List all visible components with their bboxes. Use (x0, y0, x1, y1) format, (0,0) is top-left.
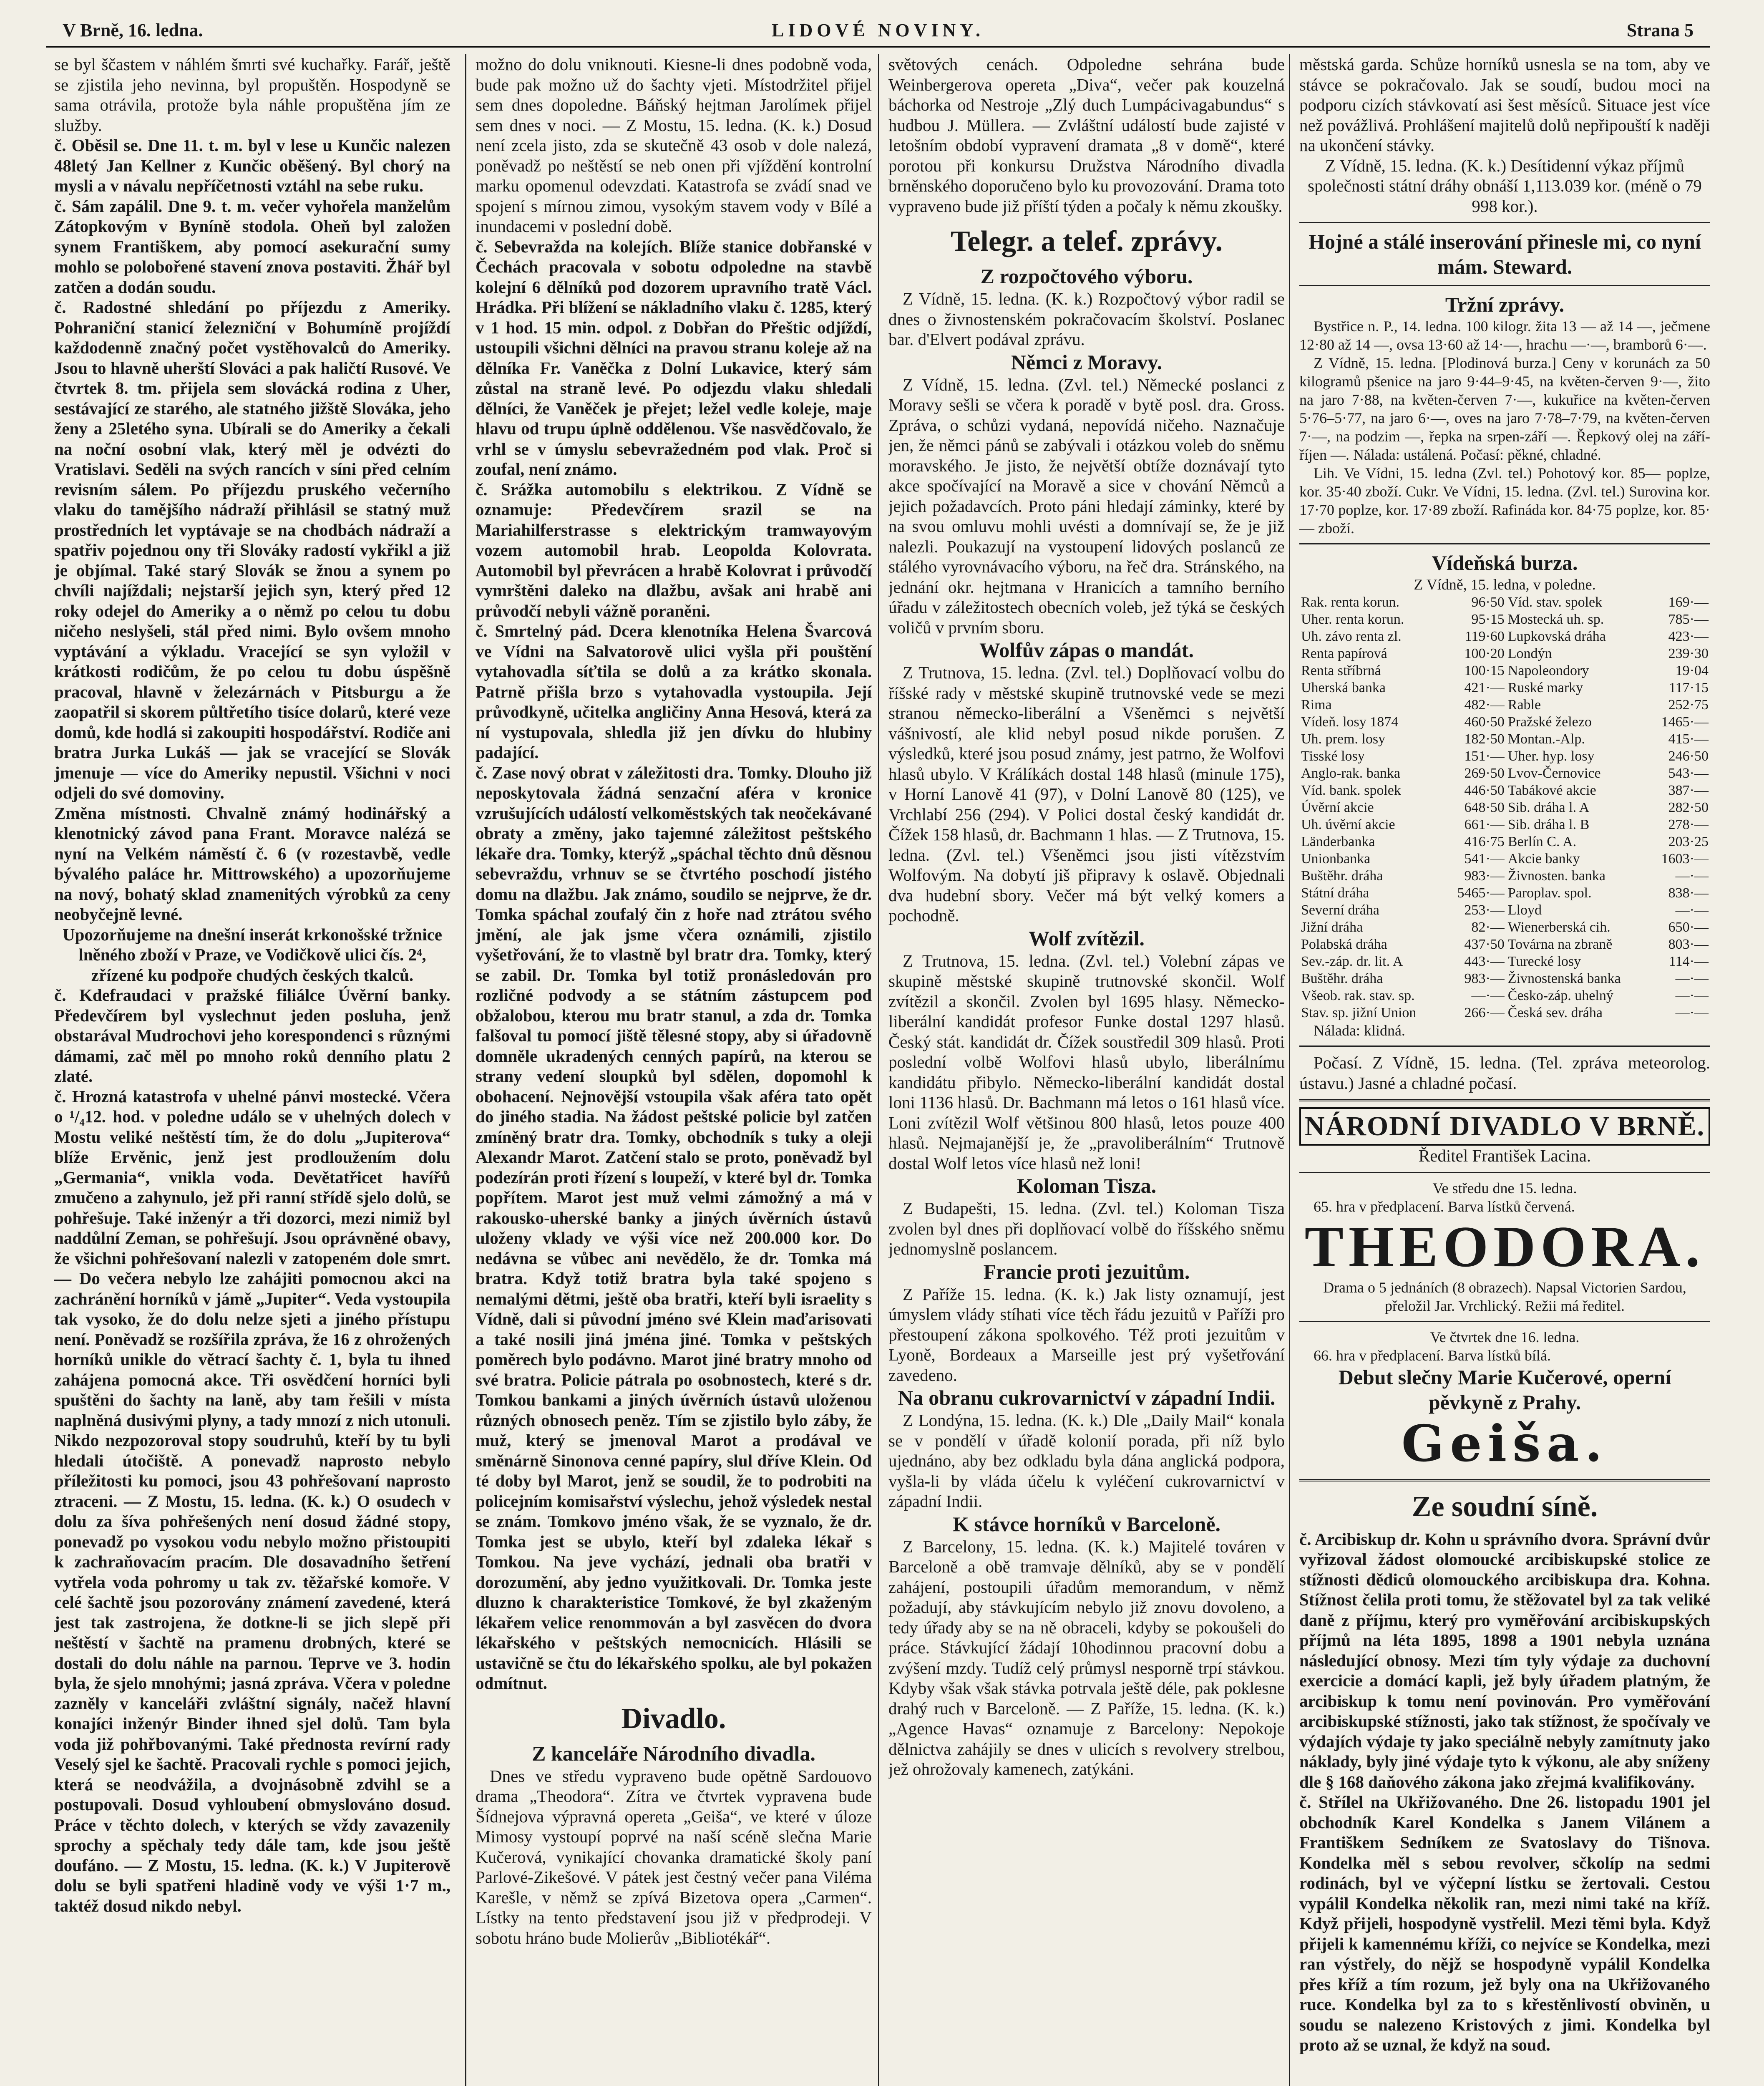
table-row (1299, 611, 1710, 628)
section-heading: Z rozpočtového výboru. (980, 265, 1193, 288)
table-row (1299, 970, 1710, 987)
exchange-name: Lloyd (1507, 902, 1542, 918)
article-paragraph: Upozorňujeme na dnešní inserát krkonošské tržnice lněného zboží v Praze, ve Vodičkově ulici čís. 2⁴, zřízené ku podpoře chudých českých tkalců. (63, 925, 442, 985)
table-row (1299, 731, 1710, 748)
exchange-value: 415·— (1668, 731, 1709, 747)
table-row (1299, 594, 1710, 611)
table-row (1299, 936, 1710, 953)
running-header (46, 15, 1710, 48)
exchange-value: 983·— (1464, 971, 1505, 986)
section-heading: Telegr. a telef. zprávy. (951, 225, 1223, 257)
exchange-value: 100·15 (1464, 663, 1505, 678)
exchange-name: Wienerberská cih. (1507, 920, 1610, 935)
table-row (1299, 1004, 1710, 1021)
exchange-value: —·— (1675, 868, 1709, 884)
exchange-value: 423·— (1668, 629, 1709, 644)
exchange-value: 661·— (1464, 817, 1505, 832)
header-date: V Brně, 16. ledna. (63, 20, 203, 40)
exchange-value: 416·75 (1464, 834, 1505, 849)
table-row (1299, 816, 1710, 833)
section-divider (1299, 543, 1710, 544)
section-heading: Hojné a stálé inserování přinesle mi, co nyní mám. Steward. (1309, 230, 1701, 278)
table-row (1299, 902, 1710, 919)
newspaper-title: LIDOVÉ NOVINY. (771, 20, 984, 40)
exchange-name: Uh. závo renta zl. (1301, 629, 1402, 644)
article-paragraph: 65. hra v předplacení. Barva lístků červená. (1314, 1198, 1575, 1215)
article-paragraph: Z Trutnova, 15. ledna. (Zvl. tel.) Volební zápas ve skupině městské skupině trutnovské skončil. Wolf zvítězil a skončil. Zvolen byl 1695 hlasy. Německo-liberální kandidát profesor Funke dostal 1297 hlasů. Český stát. kandidát dr. Čížek soustředil 309 hlasů. Proti poslední volbě Wolfovi hlasů ubylo, liberálnímu kandidátu přibylo. Německo-liberální kandidát dostal loni 1136 hlasů. Dr. Bachmann má letos o 161 hlasů více. Loni zvítězil Wolf většinou 800 hlasů, letos pouze 400 hlasů. Nejmajanější je, že „pravoliberálním“ Trutnově dostal Wolf letos více hlasů než loni! (888, 951, 1285, 1173)
exchange-value: —·— (1675, 988, 1709, 1003)
exchange-name: Severní dráha (1301, 902, 1379, 918)
exchange-name: Napoleondory (1507, 663, 1589, 678)
exchange-table (1299, 594, 1710, 1021)
exchange-value: 278·— (1668, 817, 1709, 832)
exchange-name: Uher. hyp. losy (1507, 748, 1595, 764)
exchange-value: 253·— (1464, 902, 1505, 918)
exchange-name: Víd. bank. spolek (1301, 783, 1401, 798)
exchange-value: 100·20 (1464, 646, 1505, 661)
exchange-value: 246·50 (1668, 748, 1709, 764)
article-paragraph: Z Trutnova, 15. ledna. (Zvl. tel.) Doplňovací volbu do říšské rady v městské skupině trutnovské vede se mezi stranou německo-liberální a Všeněmci s největší vášnivostí, ale klid nebyl posud nikde porušen. Z výsledků, které jsou posud známy, jest patrno, že Wolfovi hlasů ubylo. V Králíkách dostal 148 hlasů (minule 175), v Horní Lanově 41 (97), v Dolní Lanově 80 (125), ve Vrchlabí 256 (294). V Polici dostal český kandidát dr. Čížek 158 hlasů, dr. Bachmann 1 hlas. — Z Trutnova, 15. ledna. (Zvl. tel.) Všeněmci jsou jisti vítězstvím Wolfovým. Na dobytí jiš připravy k oslavě. Objednali dva hudební sbory. Večer má být velký komers a pochodně. (888, 663, 1285, 925)
column-1 (54, 54, 450, 2086)
table-row (1299, 833, 1710, 850)
exchange-name: Česko-záp. uhelný (1507, 988, 1613, 1003)
exchange-name: Unionbanka (1301, 851, 1371, 867)
article-paragraph: městská garda. Schůze horníků usnesla se na tom, aby ve stávce se pokračovalo. Jak se soudí, budou moci na podporu cizích stávkovatí asi šest měsíců. Situace jest více než povážlivá. Prohlášení majitelů dolů nepřipouští k naději na ukončení stávky. (1299, 55, 1710, 155)
exchange-value: 1603·— (1661, 851, 1709, 867)
exchange-value: 983·— (1464, 868, 1505, 884)
article-paragraph: č. Arcibiskup dr. Kohn u správního dvora. Správní dvůr vyřizoval žádost olomoucké arcibiskupské stolice ze stížnosti dědiců olomouckého arcibiskupa dra. Kohna. Stížnost čelila proti tomu, že stěžovatel byl za tak veliké daně z příjmu, který pro vyměřování arcibiskupských příjmů na léta 1895, 1898 a 1901 nebyla uznána následující obnosy. Mezi tím tyly výdaje za duchovní exercicie a domácí kapli, jež byly úřadem platným, že arcibiskup k tomu není povinován. Pro vyměřování arcibiskupské stížnosti, jako tak stížnost, že spočívaly ve výdajích výdaje ty jako speciálně nebyly zamítnuty jako náklady, byly jiné výdaje tyto k výkonu, ale aby sníženy dle § 168 daňového zákona jako zřejmá kvalifikovány. (1299, 1529, 1710, 1791)
article-paragraph: č. Střílel na Ukřižovaného. Dne 26. listopadu 1901 jel obchodník Karel Kondelka s Janem Vilánem a Františkem Sedníkem ze Svatoslavy do Tišnova. Kondelka měl s sebou revolver, sčkolíp na sedmi rodinách, byl ve výčepní lístku se žertovali. Cestou vypálil Kondelka několik ran, mezi nimi také na kříž. Když přijeli, hospodyně vystřelil. Mezi těmi byla. Když přijeli k kamennému kříži, co nejvíce se Kondelka, mezi ran výstřely, do nějž se hospodyně vypálil Kondelka přes kříž a tím rozum, jež byly ona na Ukřižovaného ruce. Kondelka byl za to s křestěnlivostí obviněn, u soudu se nalezeno Kristových z jimi. Kondelka byl proto až se uznal, že když na soud. (1299, 1792, 1710, 2054)
article-paragraph: Z Vídně, 15. ledna, v poledne. (1414, 576, 1596, 593)
exchange-name: Länderbanka (1301, 834, 1375, 849)
exchange-value: 119·60 (1465, 629, 1505, 644)
section-divider (1299, 1479, 1710, 1481)
article-paragraph: Nálada: klidná. (1314, 1022, 1405, 1039)
exchange-value: 19·04 (1675, 663, 1709, 678)
article-paragraph: č. Hrozná katastrofa v uhelné pánvi mostecké. Včera o ¹/₄12. hod. v poledne událo se v uhelných dolech v Mostu veliké neštěstí tím, že do dolu „Jupiterova“ blíže Ervěnic, jenž jest prodloužením dolu „Germania“, vnikla voda. Devětatřicet havířů zmučeno a zahynulo, jež při ranní střídě sjelo dolů, se pohřešuje. Také inženýr a tři dozorci, mezi nimiž byl naddůlní Zeman, se pohřešují. Jsou oprávněné obavy, že všichni pohřešovaní nalezli v zatopeném dole smrt. — Do večera nebylo lze zahájiti pomocnou akci na zachránění horníků v jámě „Jupiter“. Veda vystoupila tak vysoko, že do dolu nelze sjeti a jiného přístupu není. Poněvadž se rozšířila zpráva, že 16 z ohrožených horníků unikle do větrací šachty č. 1, byla tu ihned zahájena pomocná akce. Tři osvědčení horníci byli spuštěni do šachty na laně, aby tam řešili v místa naplněná dusivými plyny, a tady mnozí z nich utonuli. Nikdo nezpozoroval stopy soudruhů, kteří by tu byli hledali útočiště. A ponevadž naprosto nebylo příležitosti ku pomoci, jsou 43 pohřešovaní naprosto ztraceni. — Z Mostu, 15. ledna. (K. k.) O osudech v dolu za šíva pohřešených není dosud žádné stopy, ponevadž po vysokou vodu nebylo možno přistoupiti k zachraňovacím pracím. Dle dosavadního šetření vytřela voda pohromy u tak zv. těžařské komoře. V celé šachtě jsou pozorovány známení zavedené, která jest tak zastrojena, že dotkne-li se jich slepě při neštěstí v šachtě na pramenu drobných, které se dostali do dolu náhle na parnou. Teprve ve 3. hodin byla, že sjelo mnohými; jasná zpráva. Včera v poledne zazněly v kanceláři zvláštní signály, načež hlavní konajíci inženýr Binder ihned sjel dolů. Tam byla voda již pohřbovanými. Také přednosta revírní rady Veselý sjel ke šachtě. Pracovali rychle s pomoci jejich, která se neodvážila, a dvojnásobně zdvihl se a postupovali. Dosud vyhloubení obmyslováno dosud. Práce v těchto dolech, v kterých se vždy zavazenily sprochy a spěchaly tedy dále tam, kde jsou ještě doufáno. — Z Mostu, 15. ledna. (K. k.) V Jupiterově dolu se byli spatřeni hladině vody ve výši 1·7 m., taktéž dosud nikdo nebyl. (54, 1086, 450, 1915)
article-paragraph: Z Vídně, 15. ledna. [Plodinová burza.] Ceny v korunách za 50 kilogramů pšenice na jaro 9·44–9·45, na květen-červen 9·—, žito na jaro 7·88, na květen-červen 7·—, kukuřice na květen-červen 5·76–5·77, na jaro 6·—, oves na jaro 7·78–7·79, na květen-červen 7·—, na podzim —, řepka na srpen-září —. Řepkový olej na září-říjen —. Nálada: ustálená. Počasí: pěkné, chladné. (1299, 355, 1710, 463)
table-row (1299, 850, 1710, 867)
exchange-value: 82·— (1471, 920, 1505, 935)
section-divider (1299, 1099, 1710, 1101)
table-row (1299, 987, 1710, 1004)
section-divider (1299, 222, 1710, 223)
article-paragraph: Bystřice n. P., 14. ledna. 100 kilogr. žita 13 — až 14 —, ječmene 12·80 až 14 —, ovsa 13·60 až 14·—, hrachu —·—, bramborů 6·—. (1299, 318, 1710, 353)
exchange-value: —·— (1675, 902, 1709, 918)
exchange-value: 460·50 (1464, 714, 1505, 730)
article-paragraph: Z Londýna, 15. ledna. (K. k.) Dle „Daily Mail“ konala se v pondělí v úřadě kolonií porada, při níž bylo ujednáno, aby bez odkladu byla dána anglická podpora, vyšla-li by vláda účelu k vyléčení cukrovarnictví v západní Indii. (888, 1411, 1285, 1511)
exchange-name: Víd. stav. spolek (1507, 595, 1603, 610)
exchange-value: 114·— (1668, 954, 1709, 969)
exchange-name: Úvěrní akcie (1301, 800, 1374, 815)
exchange-value: 543·— (1668, 766, 1709, 781)
section-heading: K stávce horníků v Barceloně. (952, 1512, 1221, 1536)
exchange-value: 117·15 (1668, 680, 1709, 695)
exchange-name: Stav. sp. jižní Union (1301, 1005, 1417, 1020)
exchange-name: Lvov-Černovice (1507, 766, 1601, 781)
exchange-name: Sib. dráha l. B (1507, 817, 1590, 832)
exchange-value: 785·— (1668, 612, 1709, 627)
article-paragraph: se byl ščastem v náhlém šmrti své kuchařky. Farář, ještě se zjistila jeho nevinna, byl propuštěn. Hospodyně se sama otrávila, protože byla náhle propuštěna jím ze služby. (54, 55, 450, 135)
article-paragraph: Ve čtvrtek dne 16. ledna. (1430, 1328, 1580, 1345)
theatre-heading: NÁRODNÍ DIVADLO V BRNĚ. (1299, 1107, 1710, 1146)
exchange-name: Mostecká uh. sp. (1507, 612, 1604, 627)
exchange-value: 95·15 (1471, 612, 1505, 627)
exchange-name: Všeob. rak. stav. sp. (1301, 988, 1415, 1003)
exchange-value: 5465·— (1457, 885, 1505, 901)
section-heading: Wolf zvítězil. (1029, 926, 1145, 950)
section-heading: Němci z Moravy. (1011, 350, 1163, 374)
exchange-name: Uherská banka (1301, 680, 1386, 695)
table-row (1299, 679, 1710, 696)
exchange-value: 96·50 (1471, 595, 1505, 610)
table-row (1299, 645, 1710, 662)
exchange-name: Sev.-záp. dr. lit. A (1301, 954, 1403, 969)
exchange-value: 252·75 (1668, 697, 1709, 713)
article-paragraph: Z Vídně, 15. ledna. (K. k.) Desítidenní výkaz příjmů společnosti státní dráhy obnáší 1,113.039 kor. (méně o 79 998 kor.). (1308, 156, 1702, 216)
column-rule (1289, 54, 1290, 2086)
exchange-name: Anglo-rak. banka (1301, 766, 1400, 781)
table-row (1299, 696, 1710, 713)
table-row (1299, 782, 1710, 799)
section-heading: Ze soudní síně. (1412, 1490, 1598, 1523)
column-2 (476, 54, 872, 2086)
exchange-value: 282·50 (1668, 800, 1709, 815)
exchange-name: Tisské losy (1301, 748, 1365, 764)
column-rule (465, 54, 466, 2086)
exchange-name: Vídeň. losy 1874 (1301, 714, 1399, 730)
exchange-value: —·— (1675, 1005, 1709, 1020)
section-heading: Divadlo. (621, 1702, 726, 1735)
exchange-name: Tabákové akcie (1507, 783, 1596, 798)
exchange-name: Uher. renta korun. (1301, 612, 1404, 627)
exchange-name: Montan.-Alp. (1507, 731, 1585, 747)
section-divider (1299, 285, 1710, 286)
exchange-name: Akcie banky (1507, 851, 1580, 867)
article-paragraph: č. Smrtelný pád. Dcera klenotníka Helena Švarcová ve Vídni na Salvatorově ulici vyšla při pouštění vytahovadla síťtila se dolů a za krátko skonala. Patrně přišla brzo s vytahovadla vystoupila. Její průvodkyně, učitelka angličiny Anna Hesová, která za ní vystupovala, shledla již jen dívku do hlubiny padající. (476, 621, 872, 762)
exchange-value: 182·50 (1464, 731, 1505, 747)
exchange-name: Rima (1301, 697, 1332, 713)
article-paragraph: Změna místnosti. Chvalně známý hodinářský a klenotnický závod pana Frant. Moravce nalézá se nyní na Velkém náměstí č. 6 (v rozestavbě, vedle bývalého paláce hr. Mittrowského) a upozorňujeme na nový, bohatý sklad znamenitých výrobků za ceny neobyčejně levné. (54, 803, 450, 924)
article-paragraph: Z Barcelony, 15. ledna. (K. k.) Majitelé továren v Barceloně a obě tramvaje dělníků, aby se v pondělí zahájení, postoupili úřadům memorandum, v němž požadují, aby stávkujícím nebylo již znovu dovoleno, a tedy úřady aby se na ně obraceli, kdyby se pokoušeli do práce. Stávkující žádají 10hodinnou pracovní dobu a zvýšení mzdy. Tudíž celý průmysl nesporně trpí stávkou. Kdyby však však stávka potrvala ještě déle, pak poklesne drahý ruch v Barceloně. — Z Paříže, 15. ledna. (K. k.) „Agence Havas“ oznamuje z Barcelony: Nepokoje dělnictva zahájily se dnes v ulicích s revolvery strelbou, jež ohrožovaly kamenech, zatýkáni. (888, 1537, 1285, 1779)
table-row (1299, 628, 1710, 645)
article-paragraph: Ředitel František Lacina. (1418, 1146, 1591, 1165)
exchange-name: Pražské železo (1507, 714, 1592, 730)
exchange-value: 266·— (1464, 1005, 1505, 1020)
exchange-value: 482·— (1464, 697, 1505, 713)
exchange-value: 421·— (1464, 680, 1505, 695)
article-paragraph: Drama o 5 jednáních (8 obrazech). Napsal Victorien Sardou, přeložil Jar. Vrchlický. Režii má ředitel. (1323, 1279, 1686, 1314)
table-row (1299, 713, 1710, 731)
exchange-value: 541·— (1464, 851, 1505, 867)
play-title: THEODORA. (1304, 1214, 1705, 1279)
article-paragraph: Z Vídně, 15. ledna. (K. k.) Rozpočtový výbor radil se dnes o živnostenském pokračovacím školství. Poslanec bar. d'Elvert podával zprávu. (888, 289, 1285, 349)
exchange-name: Londýn (1507, 646, 1552, 661)
section-heading: Debut slečny Marie Kučerové, operní pěvkyně z Prahy. (1338, 1365, 1671, 1414)
table-row (1299, 953, 1710, 970)
exchange-value: 803·— (1668, 937, 1709, 952)
article-paragraph: Dnes ve středu vypraveno bude opětně Sardouovo drama „Theodora“. Zítra ve čtvrtek vypravena bude Šídnejova výpravná opereta „Geiša“, ve které v úloze Mimosy vystoupí poprvé na naší scéně slečna Marie Kučerová, vynikající chovanka dramatické školy paní Parlové-Zikešové. V pátek jest čestný večer pana Viléma Karešle, v němž se zpívá Bizetova opera „Carmen“. Lístky na tento představení jsou již v předprodeji. V sobotu hráno bude Molierův „Bibliotékář“. (476, 1766, 872, 1947)
exchange-name: Rak. renta korun. (1301, 595, 1400, 610)
exchange-value: 269·50 (1464, 766, 1505, 781)
section-divider (1299, 1046, 1710, 1047)
exchange-name: Buštěhr. dráha (1301, 971, 1383, 986)
exchange-name: Ruské marky (1507, 680, 1583, 695)
exchange-name: Buštěhr. dráha (1301, 868, 1383, 884)
table-row (1299, 799, 1710, 816)
article-paragraph: č. Sám zapálil. Dne 9. t. m. večer vyhořela manželům Zátopkovým v Byníně stodola. Oheň byl založen synem Františkem, aby pomocí asekurační sumy mohlo se polobořené stavení znova postaviti. Žhář byl zatčen a dodán soudu. (54, 196, 450, 297)
article-paragraph: Ve středu dne 15. ledna. (1432, 1179, 1577, 1197)
article-paragraph: č. Oběsil se. Dne 11. t. m. byl v lese u Kunčic nalezen 48letý Jan Kellner z Kunčic oběšený. Byl chorý na mysli a v návalu nepříčetnosti vztáhl na sebe ruku. (54, 136, 450, 195)
section-heading: Tržní zprávy. (1445, 293, 1565, 316)
exchange-value: 446·50 (1464, 783, 1505, 798)
column-rule (878, 54, 879, 2086)
exchange-value: 838·— (1668, 885, 1709, 901)
exchange-name: Živnostenská banka (1507, 971, 1621, 986)
article-paragraph: č. Radostné shledání po příjezdu z Ameriky. Pohraniční stanicí železniční v Bohumíně projíždí každodenně značný počet vystěhovalců do Ameriky. Jsou to hlavně uherští Slováci a pak haličtí Rusové. Ve čtvrtek 8. tm. přijela sem slovácká rodina z Uher, sestávající ze starého, ale statného jižště Slováka, jeho ženy a 25letého syna. Ubírali se do Ameriky a čekali na noční osobní vlak, který měl je odvézti do Vratislavi. Seděli na svých rancích v síni před celním revisním sálem. Po příjezdu pruského večerního vlaku do tamějšího nádraží přihlásil se statný muž prostředních let vyptávaje se na chodbách nádraží a spatřiv pojednou ony tři Slováky radostí vykřikl a již je objímal. Také starý Slovák se žnou a synem po chvíli najíždali; nejstarší jejich syn, který před 12 roky odejel do Ameriky a o němž po celou tu dobu ničeho neslyšeli, stál před nimi. Bylo ovšem mnoho vyptávání a výkladu. Vracející se syn vyložil v krátkosti rodičům, že po celou tu dobu úspěšně pracoval, hlavně v železárnách v Pitsburgu a že zaopatřil si skorem půltřetího tisíce dolarů, které veze domů, kde hodlá si zakoupiti hospodářství. Rodiče ani bratra Jurka Lukáš — jak se vracející se Slovák jmenuje — více do Ameriky nepustil. Všichni v noci odjeli do své domoviny. (54, 297, 450, 802)
exchange-value: 437·50 (1464, 937, 1505, 952)
article-paragraph: 66. hra v předplacení. Barva lístků bílá. (1314, 1347, 1551, 1364)
exchange-name: Renta papírová (1301, 646, 1387, 661)
exchange-name: Lupkovská dráha (1507, 629, 1606, 644)
exchange-name: Uh. prem. losy (1301, 731, 1386, 747)
article-paragraph: č. Zase nový obrat v záležitosti dra. Tomky. Dlouho již neposkytovala žádná senzační aféra v kronice vzrušujících událostí velkoměstských tak neočekávané obraty a změny, jako tajemné záležitost peštského lékaře dra. Tomky, kterýž „spáchal těchto dnů děsnou sebevraždu, vrhnuv se se čtvrtého poschodí jistého domu na dlažbu. Jak známo, soudilo se nejprve, že dr. Tomka spáchal zoufalý čin z hoře nad ztrátou svého jmění, ale jak jsme včera oznámili, zjistilo vyšetřování, že to vlastně byl bratr dra. Tomky, který se zabil. Dr. Tomka byl totiž pronásledován pro rozličné podvody a se státním zástupcem pod obžalobou, kterou mu bratr stanul, a zda dr. Tomka falšoval tu pomocí jiště tělesné stopy, aby si úřadovně domněle ukradených cenných papírů, na kterou se strany vedení sloupků byl sdělen, dopomohl k obohacení. Nejnovější vstoupila však aféra tato opět do jiného stadia. Na žádost peštské policie byl zatčen zmíněný bratr dra. Tomky, obchodník s tuky a oleji Alexandr Marot. Zatčení stalo se proto, poněvadž byl podezírán proti řízení s loupeží, v které byl dr. Tomka popřítem. Marot jest muž velmi zámožný a má v rakousko-uherské banky a jiných úvěrních ústavů uloženy vklady ve výši více než 200.000 kor. Do nedávna se vůbec ani nevědělo, že dr. Tomka má bratra. Když totiž bratra byla také spojeno s nemalými dětmi, ještě oba bratři, kteří byli israelity s Vídně, dali si původní jméno své Klein maďarisovati a také nosili jiná jména jiné. Tomka v peštských poměrech bylo podávno. Marot jiné bratry mnoho od své bratra. Policie pátrala po osobnostech, které s dr. Tomkou bankami a jiných úvěrních ústavů uloženou různých obnosech peněz. Tím se zjistilo bylo záby, že muž, který se jmenoval Marot a prodával ve směnárně Sinonova cenné papíry, slul dříve Klein. Od té doby byl Marot, jenž se soudil, že to podrobiti na policejním komisařství výslechu, jehož výsledek nestal se znám. Tomkovo jméno však, že se vyznalo, že dr. Tomka jest se ubylo, kteří byl zdaleka lékař s Tomkou. Na jeve vychází, jednali oba bratři v dorozumění, aby jedno využitkovali. Dr. Tomka jeste dluzno k charakteristice Tomkové, že byl zkaženým lékařem velice renommován a byl zasvěcen do dvora lékařského v peštských nemocnicích. Hlásili se ustavičně se čtu do lékařského spolku, ale byl pokažen odmítnut. (476, 763, 872, 1693)
exchange-value: 650·— (1668, 920, 1709, 935)
exchange-name: Sib. dráha l. A (1507, 800, 1590, 815)
section-heading: Z kanceláře Národního divadla. (532, 1741, 815, 1765)
article-paragraph: světových cenách. Odpoledne sehrána bude Weinbergerova opereta „Diva“, večer pak kouzelná báchorka od Nestroje „Zlý duch Lumpácivagabundus“ s hudbou J. Müllera. — Zvláštní událostí bude zajisté v letošním období vypravení dramata „8 v domě“, které porotou při konkursu Družstva Národního divadla brněnského doporučeno bylo ku provozování. Drama toto vypraveno bude již příští týden a počaly k němu zkoušky. (888, 55, 1285, 216)
exchange-value: 203·25 (1668, 834, 1709, 849)
article-paragraph: Lih. Ve Vídni, 15. ledna (Zvl. tel.) Pohotový kor. 85— poplze, kor. 35·40 zboží. Cukr. Ve Vídni, 15. ledna. (Zvl. tel.) Surovina kor. 17·70 poplze, kor. 17·89 zboží. Rafináda kor. 84·75 poplze, kor. 85·— zboží. (1299, 465, 1710, 537)
article-paragraph: Z Budapešti, 15. ledna. (Zvl. tel.) Koloman Tisza zvolen byl dnes při doplňovací volbě do říšského sněmu jednomyslně poslancem. (888, 1199, 1285, 1258)
exchange-name: Uh. úvěrní akcie (1301, 817, 1395, 832)
section-heading: Wolfův zápas o mandát. (979, 638, 1194, 662)
table-row (1299, 765, 1710, 782)
article-paragraph: č. Srážka automobilu s elektrikou. Z Vídně se oznamuje: Předevčírem srazil se na Mariahilferstrasse s elektrickým tramwayovým vozem automobil hrab. Leopolda Kolovrata. Automobil byl převrácen a hrabě Kolovrat i průvodčí vymrštěni daleko na dlažbu, avšak ani hrabě ani průvodčí nebyli vážně poraněni. (476, 479, 872, 620)
play-title: Geiša. (1401, 1414, 1608, 1473)
section-divider (1299, 1172, 1710, 1173)
exchange-name: Česká sev. dráha (1507, 1005, 1603, 1020)
article-paragraph: možno do dolu vniknouti. Kiesne-li dnes podobně voda, bude pak možno už do šachty vjeti. Místodržitel přijel sem dnes dopoledne. Báňský hejtman Jarolímek přijel sem dnes v noci. — Z Mostu, 15. ledna. (K. k.) Dosud není zcela jisto, zda se skutečně 43 osob v dole nalezá, poněvadž po neštěstí se neb onen při vjíždění kontrolní marku opomenul odevzdati. Katastrofa se zvádí snad ve spojení s mírnou zimou, vysokým stavem vody v Bílé a inundacemi v poslední době. (476, 55, 872, 236)
section-heading: Koloman Tisza. (1017, 1174, 1157, 1197)
table-row (1299, 662, 1710, 679)
exchange-name: Polabská dráha (1301, 937, 1387, 952)
table-row (1299, 919, 1710, 936)
column-4 (1299, 54, 1710, 2086)
exchange-name: Paroplav. spol. (1507, 885, 1592, 901)
article-paragraph: Z Vídně, 15. ledna. (Zvl. tel.) Německé poslanci z Moravy sešli se včera k poradě v bytě posl. dra. Gross. Zpráva, o schůzi vydaná, nepovídá ničeho. Naznačuje jen, že němci pánů se zabývali i otázkou voleb do sněmu moravského. Je jisto, že největší obtíže doznávají tyto akce spočívající na Moravě a sice v chování Němců a jejich požadavcích. Proto páni hledají záminky, které by na svou omluvu mohli uvésti a domnívají se, že je již nalezli. Poukazují na vystoupení lidových poslanců ze stálého vyrovnávacího výboru, na řeč dra. Stránského, na jednání okr. hejtmana v Hranicích a tamního berního úřadu v záležitostech obecních voleb, jež týká se českých voličů v prvním sboru. (888, 375, 1285, 637)
exchange-value: —·— (1471, 988, 1505, 1003)
exchange-name: Turecké losy (1507, 954, 1581, 969)
article-paragraph: Počasí. Z Vídně, 15. ledna. (Tel. zpráva meteorolog. ústavu.) Jasné a chladné počasí. (1299, 1053, 1710, 1093)
exchange-value: 648·50 (1464, 800, 1505, 815)
exchange-value: 1465·— (1661, 714, 1709, 730)
section-heading: Vídeňská burza. (1432, 551, 1578, 574)
article-paragraph: č. Kdefraudaci v pražské filiálce Úvěrní banky. Předevčírem byl vyslechnut jeden posluha, jenž obstarával Mudrochovi jeho korespondenci s různými dámami, zač měl po mnoho roků denního platu 2 zlaté. (54, 985, 450, 1086)
exchange-value: 443·— (1464, 954, 1505, 969)
exchange-name: Živnosten. banka (1507, 868, 1605, 884)
exchange-value: 387·— (1668, 783, 1709, 798)
article-paragraph: Z Paříže 15. ledna. (K. k.) Jak listy oznamují, jest úmyslem vlády stíhati více těch řádu jezuitů v Paříži pro přestoupení zákona spolkového. Též proti jezuitům v Lyoně, Bordeaux a Marseille jest prý vyšetřování zavedeno. (888, 1284, 1285, 1385)
section-heading: Francie proti jezuitům. (983, 1260, 1190, 1283)
page-number: Strana 5 (1626, 20, 1694, 40)
table-row (1299, 884, 1710, 902)
exchange-name: Renta stříbrná (1301, 663, 1381, 678)
exchange-name: Jižní dráha (1301, 920, 1363, 935)
exchange-name: Rable (1507, 697, 1541, 713)
table-row (1299, 867, 1710, 884)
exchange-name: Státní dráha (1301, 885, 1369, 901)
exchange-value: —·— (1675, 971, 1709, 986)
section-heading: Na obranu cukrovarnictví v západní Indii. (898, 1386, 1276, 1409)
exchange-value: 169·— (1668, 595, 1709, 610)
table-row (1299, 748, 1710, 765)
exchange-name: Továrna na zbraně (1507, 937, 1613, 952)
exchange-name: Berlín C. A. (1507, 834, 1577, 849)
column-3 (888, 54, 1285, 2086)
exchange-value: 239·30 (1668, 646, 1709, 661)
section-divider (1299, 1321, 1710, 1322)
article-paragraph: č. Sebevražda na kolejích. Blíže stanice dobřanské v Čechách pracovala v sobotu odpoledne na stavbě kolejní 6 dělníků pod dozorem upravního tratě Václ. Hrádka. Při blížení se nákladního vlaku č. 1285, který v 1 hod. 15 min. odpol. z Dobřan do Přeštic odjíždí, ustoupili všichni dělníci na pravou stranu koleje až na dělníka Fr. Vaněčka z Dolní Lukavice, který sám zůstal na straně levé. Po odjezdu vlaku shledali dělníci, že Vaněček je přejet; ležel vedle koleje, maje hlavu od trupu úplně oddělenou. Vše nasvědčovalo, že vrhl se v úmyslu sebevražedném pod vlak. Proč si zoufal, není známo. (476, 237, 872, 479)
exchange-value: 151·— (1464, 748, 1505, 764)
